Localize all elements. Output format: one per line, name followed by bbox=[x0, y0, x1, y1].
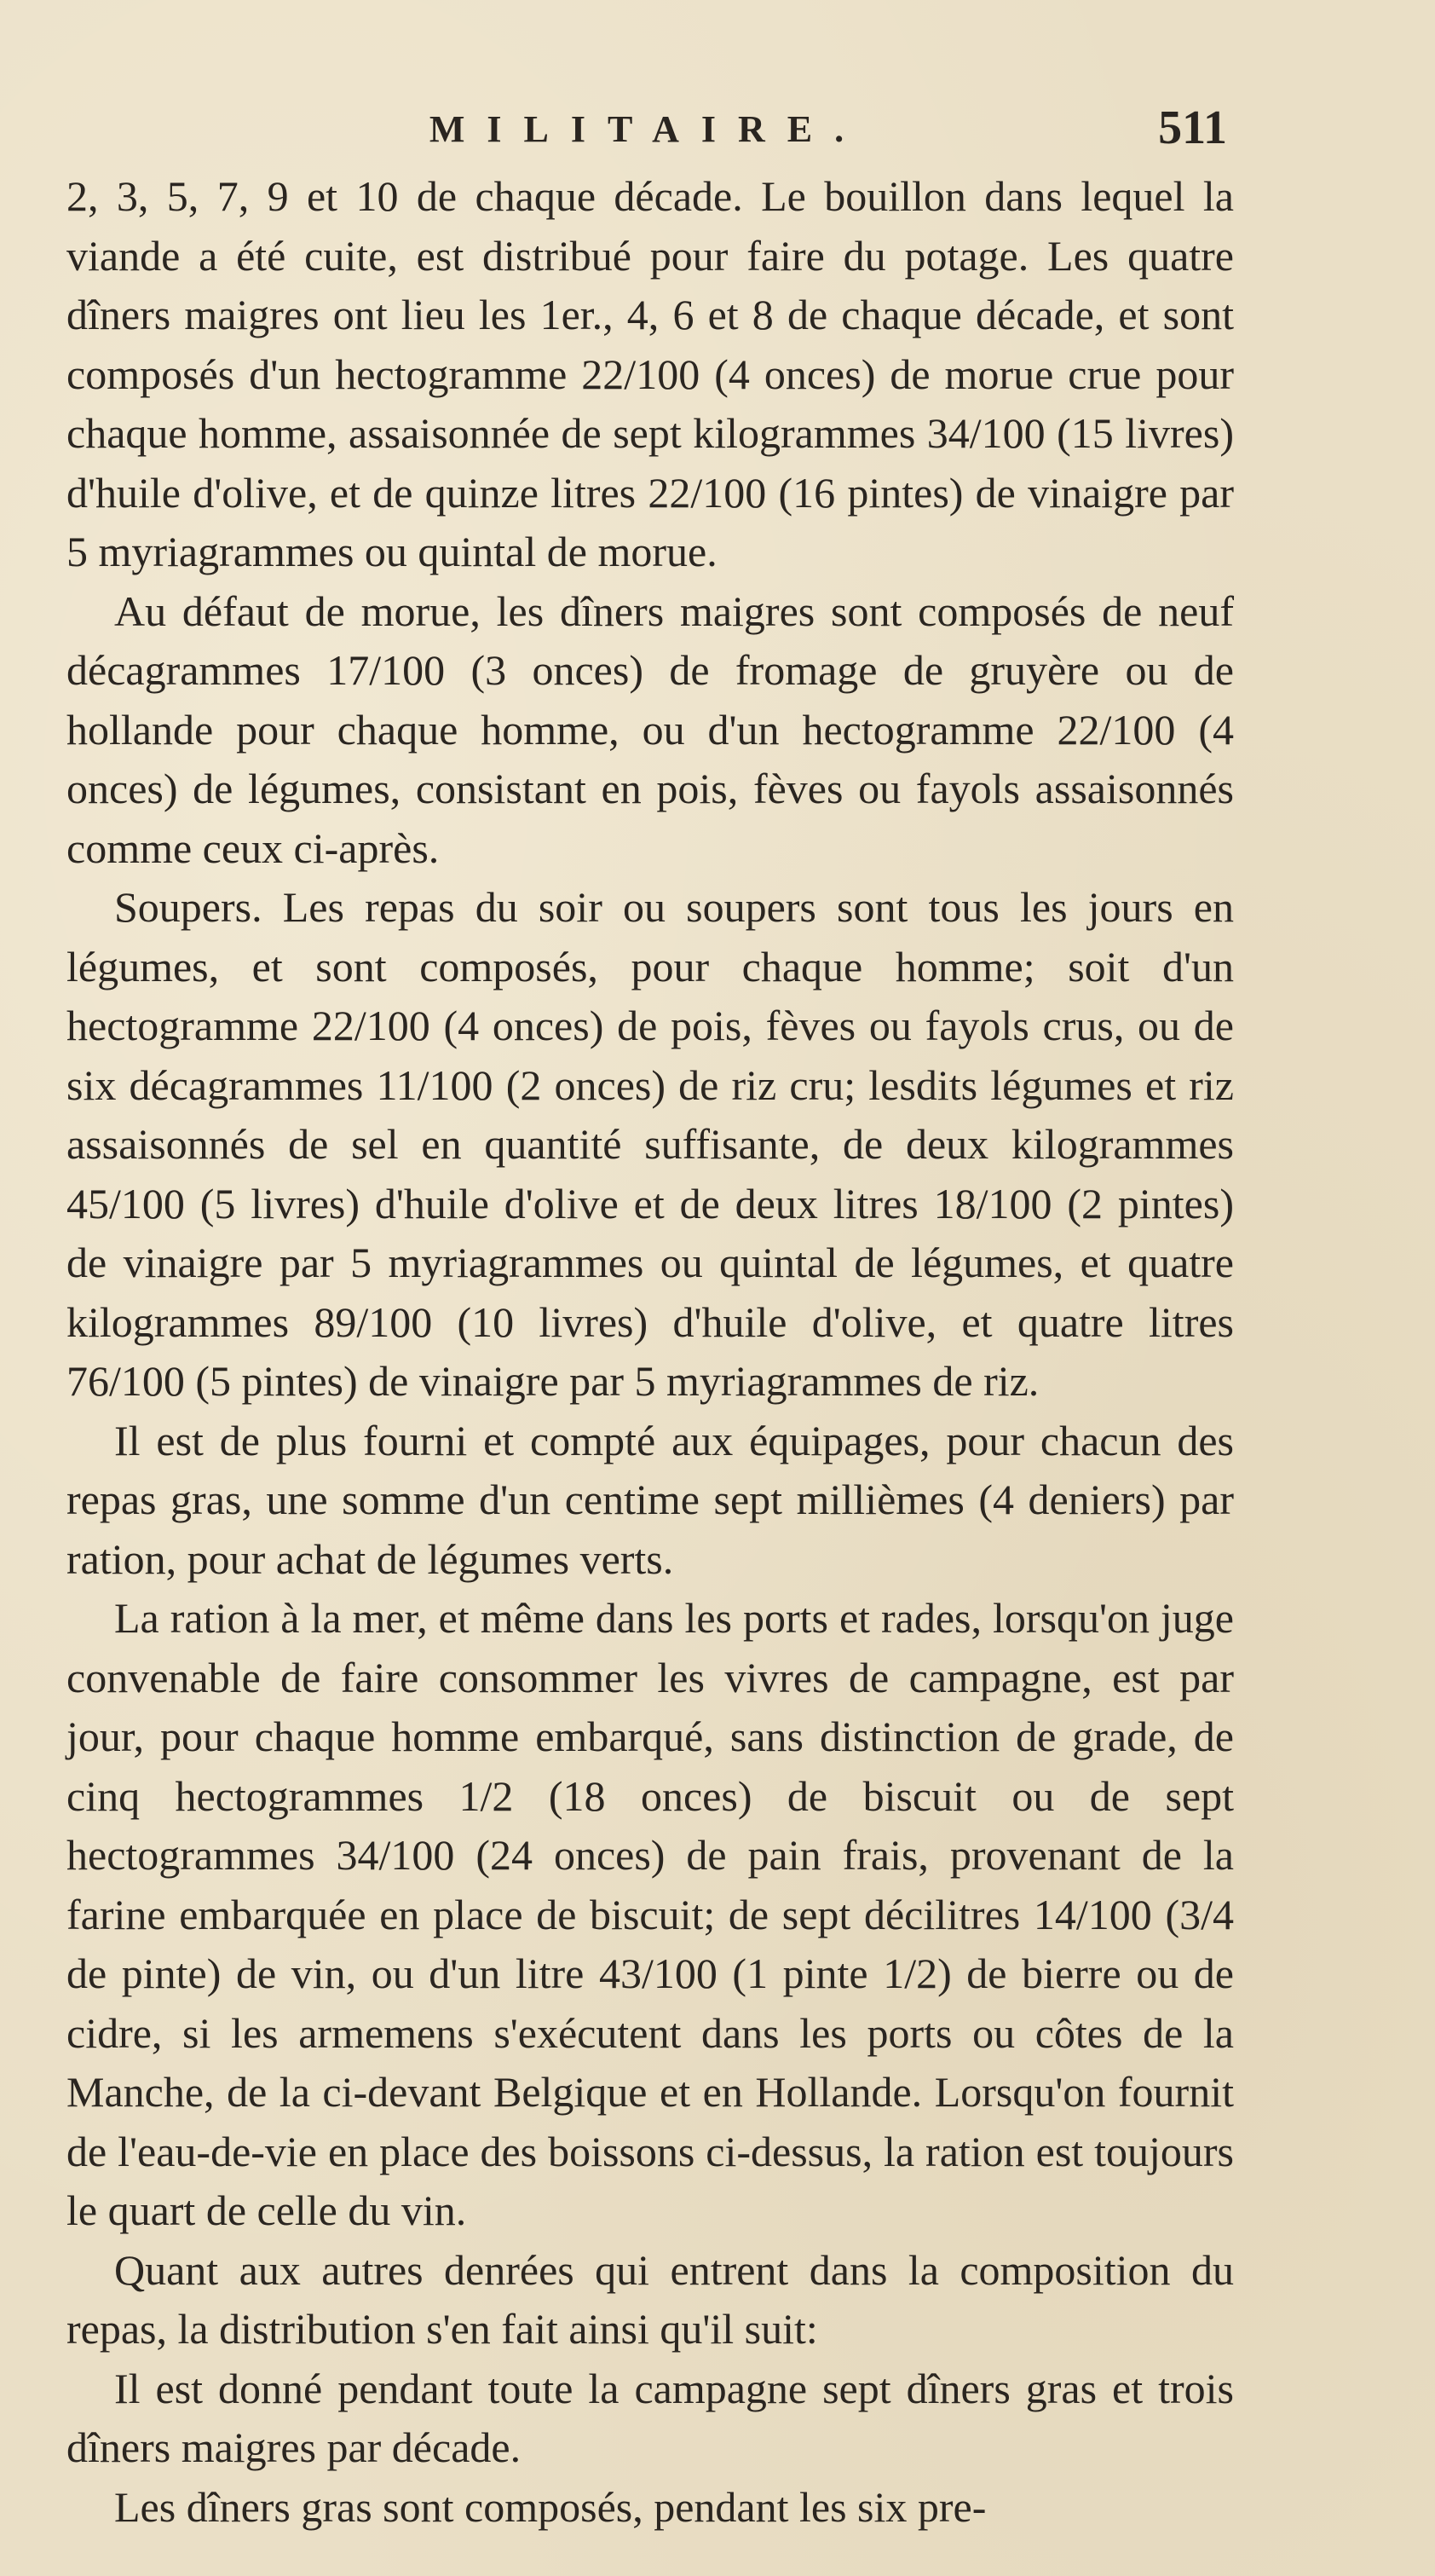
paragraph-ration-at-sea: La ration à la mer, et même dans les ports et rades, lorsqu'on juge convenable de faire consommer les vivres de campagne, est par jour, pour chaque homme embarqué, sans distinction de grade, de cinq hectogrammes 1/2 (18 onces) de biscuit ou de sept hectogrammes 34/100 (24 onces) de pain frais, provenant de la farine embarquée en place de biscuit; de sept décilitres 14/100 (3/4 de pinte) de vin, ou d'un litre 43/100 (1 pinte 1/2) de bierre ou de cidre, si les armemens s'exécutent dans les ports ou côtes de la Manche, de la ci-devant Belgique et en Hollande. Lorsqu'on fournit de l'eau-de-vie en place des boissons ci-dessus, la ration est toujours le quart de celle du vin. bbox=[66, 1594, 1234, 2234]
paragraph-soupers: Soupers. Les repas du soir ou soupers sont tous les jours en légumes, et sont composés, pour chaque homme; soit d'un hectogramme 22/100 (4 onces) de pois, fèves ou fayols crus, ou de six décagrammes 11/100 (2 onces) de riz cru; lesdits légumes et riz assaisonnés de sel en quantité suffisante, de deux kilogrammes 45/100 (5 livres) d'huile d'olive et de deux litres 18/100 (2 pintes) de vinaigre par 5 myriagrammes ou quintal de légumes, et quatre kilogrammes 89/100 (10 livres) d'huile d'olive, et quatre litres 76/100 (5 pintes) de vinaigre par 5 myriagrammes de riz. bbox=[66, 883, 1234, 1405]
running-head bbox=[68, 101, 1227, 160]
paragraph-meal-schedule: Il est donné pendant toute la campagne sept dîners gras et trois dîners maigres par décade. bbox=[66, 2364, 1234, 2471]
running-title: MILITAIRE. bbox=[429, 108, 867, 150]
paragraph-meat-dinners: Les dîners gras sont composés, pendant les six pre- bbox=[114, 2482, 987, 2531]
paragraph-vegetable-allowance: Il est de plus fourni et compté aux équipages, pour chacun des repas gras, une somme d'un centime sept millièmes (4 deniers) par ration, pour achat de légumes verts. bbox=[66, 1416, 1234, 1583]
paragraph-cheese-substitute: Au défaut de morue, les dîners maigres sont composés de neuf décagrammes 17/100 (3 onces) de fromage de gruyère ou de hollande pour chaque homme, ou d'un hectogramme 22/100 (4 onces) de légumes, consistant en pois, fèves ou fayols assaisonnés comme ceux ci-après. bbox=[66, 586, 1234, 872]
body-text bbox=[66, 167, 1234, 2537]
paragraph-other-provisions: Quant aux autres denrées qui entrent dans la composition du repas, la distribution s'en fait ainsi qu'il suit: bbox=[66, 2245, 1234, 2353]
page-number: 511 bbox=[1158, 101, 1227, 154]
paragraph-continuation: 2, 3, 5, 7, 9 et 10 de chaque décade. Le bouillon dans lequel la viande a été cuite, est distribué pour faire du potage. Les quatre dîners maigres ont lieu les 1er., 4, 6 et 8 de chaque décade, et sont composés d'un hectogramme 22/100 (4 onces) de morue crue pour chaque homme, assaisonnée de sept kilogrammes 34/100 (15 livres) d'huile d'olive, et de quinze litres 22/100 (16 pintes) de vinaigre par 5 myriagrammes ou quintal de morue. bbox=[66, 172, 1234, 575]
